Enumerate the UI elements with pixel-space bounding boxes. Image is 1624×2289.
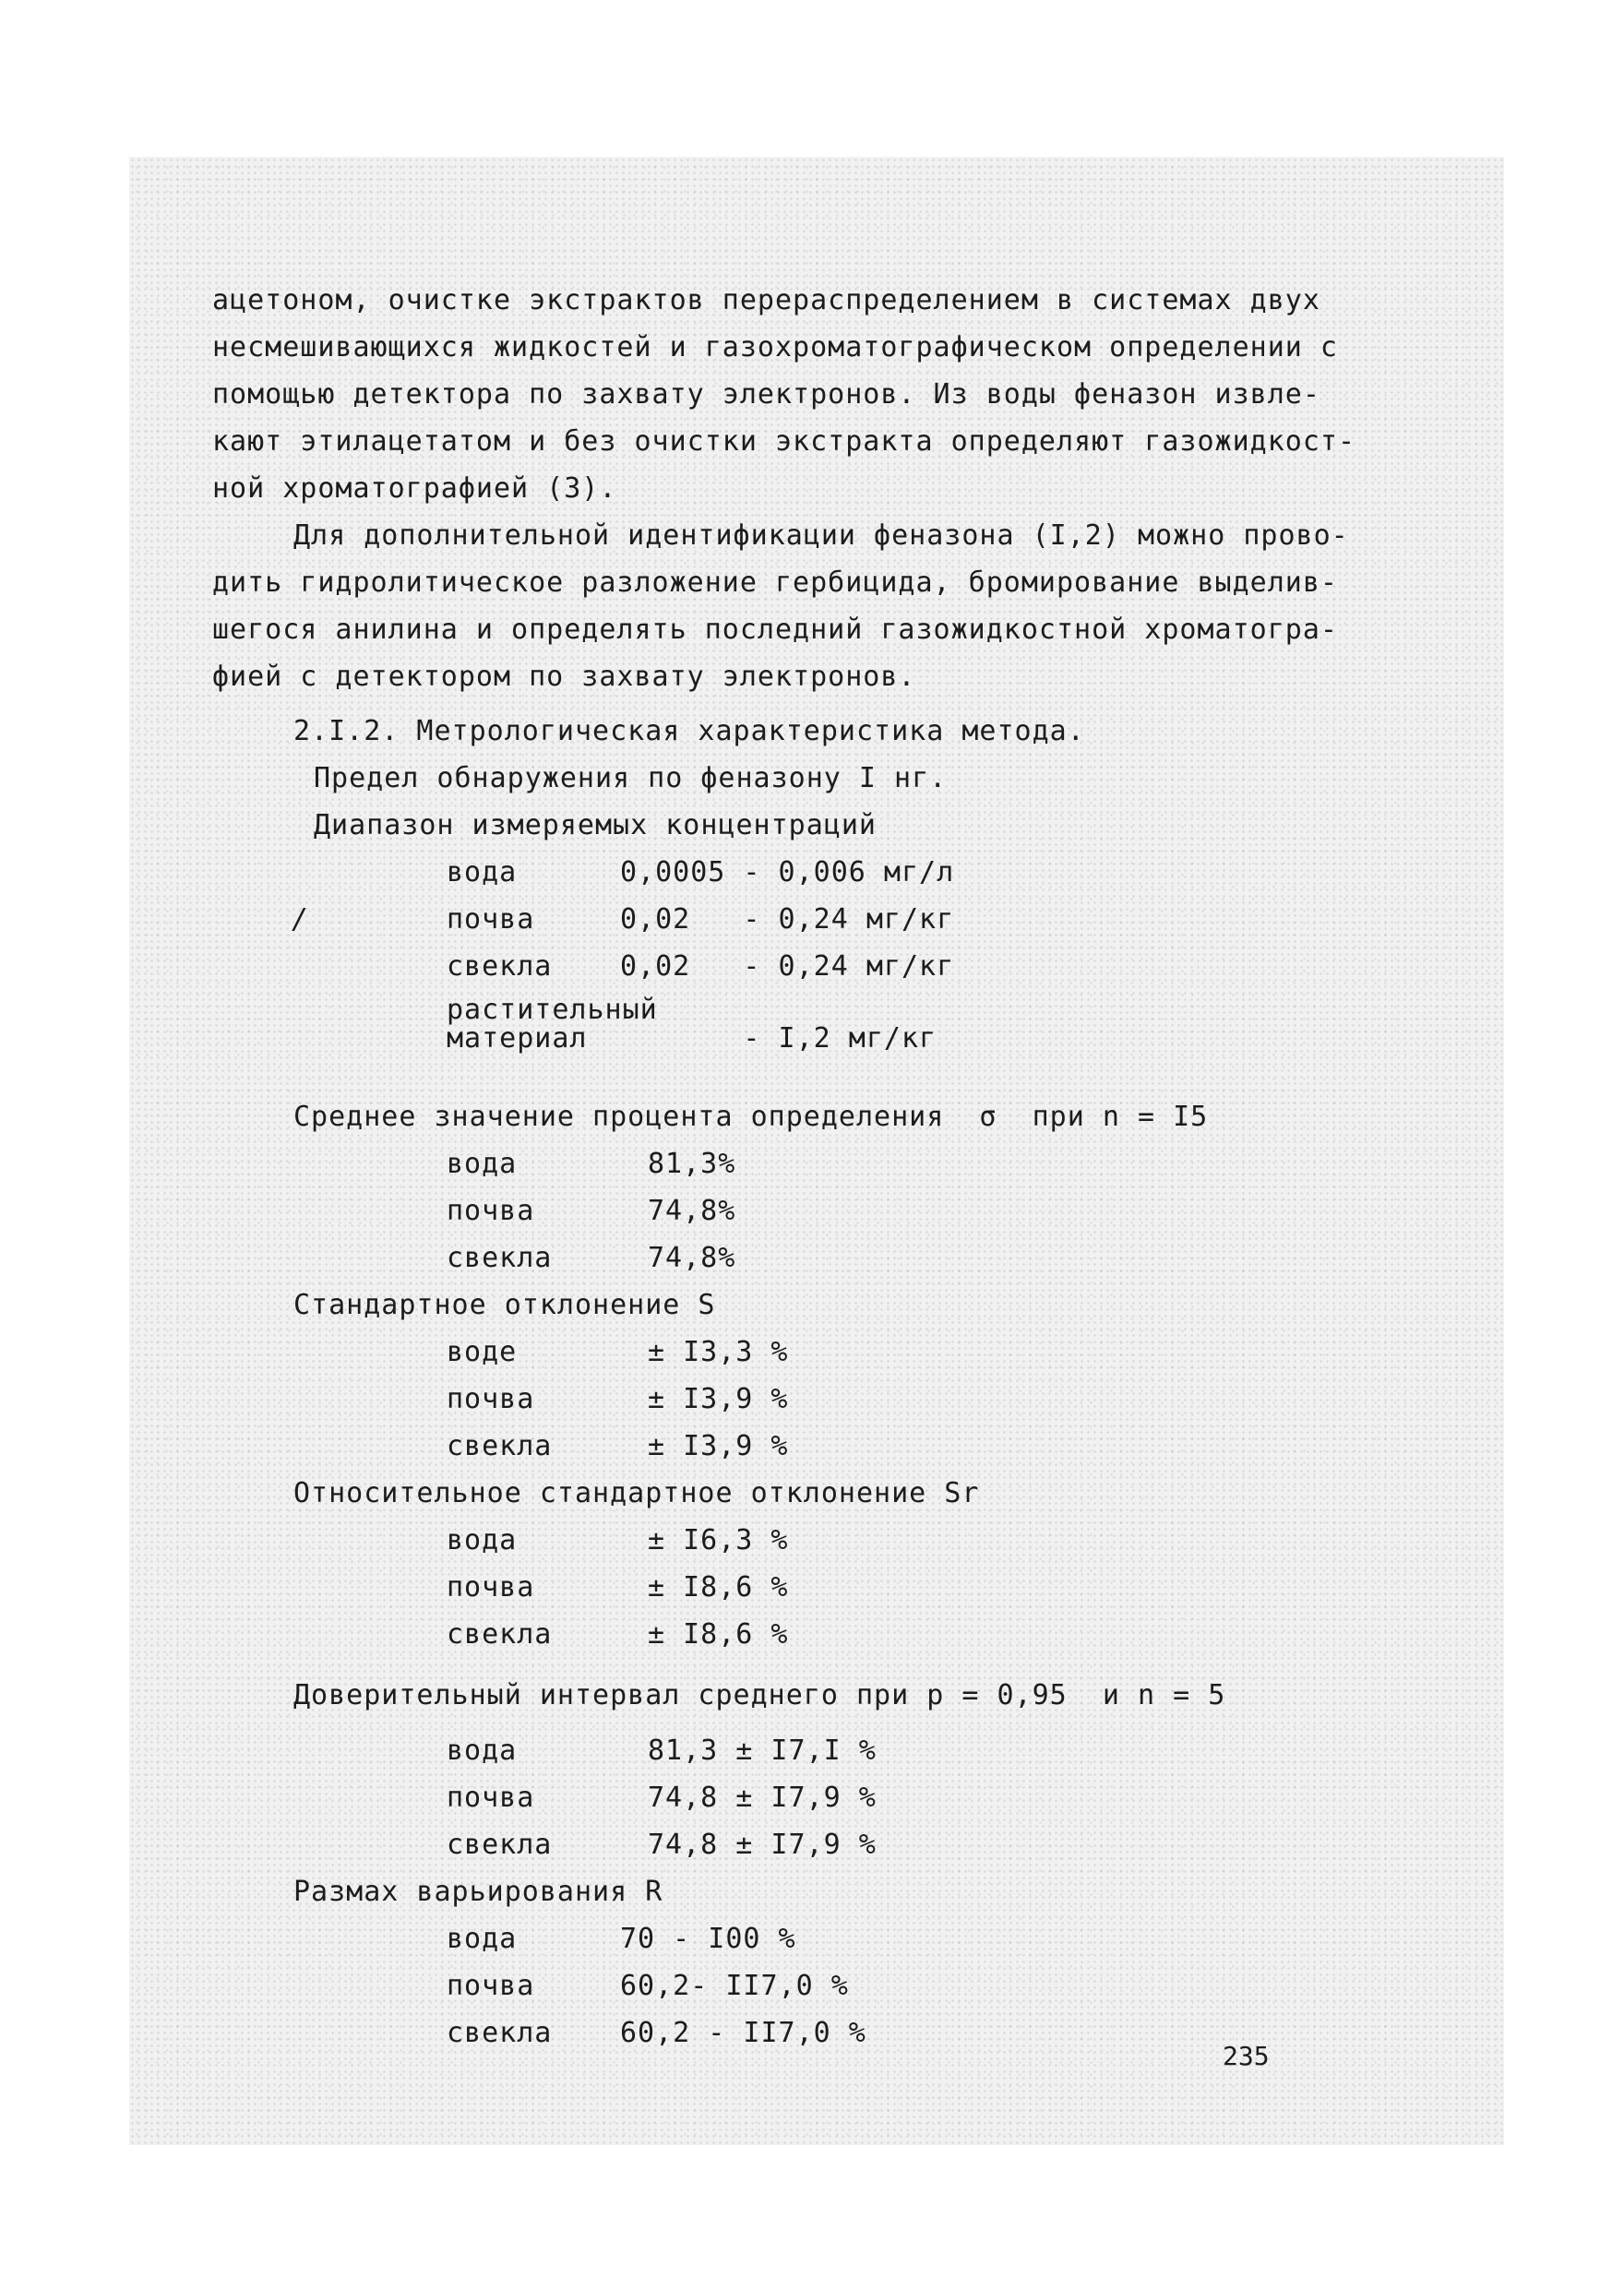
- paragraph-1-line-1: ацетоном, очистке экстрактов перераспределением в системах двух: [212, 284, 1320, 316]
- range-variation-value-soil: 60,2- II7,0 %: [620, 1970, 849, 2002]
- range-label-plant-1: растительный: [447, 994, 658, 1026]
- paragraph-1-line-4: кают этилацетатом и без очистки экстракта определяют газожидкост-: [212, 425, 1355, 458]
- std-label-beet: свекла: [447, 1430, 553, 1462]
- range-label-water: вода: [447, 856, 518, 888]
- range-variation-label-soil: почва: [447, 1970, 535, 2002]
- range-label-plant-2: материал: [447, 1022, 588, 1055]
- rel-std-value-water: ± I6,3 %: [648, 1524, 789, 1556]
- confidence-label-soil: почва: [447, 1782, 535, 1814]
- mean-value-water: 81,3%: [648, 1148, 736, 1180]
- rel-std-value-soil: ± I8,6 %: [648, 1571, 789, 1603]
- confidence-value-beet: 74,8 ± I7,9 %: [648, 1829, 877, 1861]
- range-variation-label-water: вода: [447, 1923, 518, 1955]
- confidence-value-soil: 74,8 ± I7,9 %: [648, 1782, 877, 1814]
- range-value-water: 0,0005 - 0,006 мг/л: [620, 856, 955, 888]
- mean-label-soil: почва: [447, 1195, 535, 1227]
- mean-value-soil: 74,8%: [648, 1195, 736, 1227]
- range-variation-label-beet: свекла: [447, 2017, 553, 2049]
- range-label-beet: свекла: [447, 950, 553, 983]
- std-label-soil: почва: [447, 1383, 535, 1415]
- range-variation-value-beet: 60,2 - II7,0 %: [620, 2017, 866, 2049]
- paragraph-2-line-2: дить гидролитическое разложение гербицида, бромирование выделив-: [212, 566, 1338, 599]
- range-title: Диапазон измеряемых концентраций: [314, 809, 877, 841]
- range-variation-value-water: 70 - I00 %: [620, 1923, 796, 1955]
- rel-std-label-soil: почва: [447, 1571, 535, 1603]
- mean-title: Среднее значение процента определения σ при n = I5: [293, 1101, 1209, 1133]
- paragraph-1-line-3: помощью детектора по захвату электронов. Из воды феназон извле-: [212, 378, 1320, 411]
- paragraph-2-line-3: шегося анилина и определять последний газожидкостной хроматогра-: [212, 614, 1338, 646]
- confidence-value-water: 81,3 ± I7,I %: [648, 1735, 877, 1767]
- range-value-soil: 0,02 - 0,24 мг/кг: [620, 903, 955, 936]
- std-label-water: воде: [447, 1336, 518, 1368]
- confidence-title: Доверительный интервал среднего при p = 0,95 и n = 5: [293, 1679, 1226, 1711]
- confidence-label-beet: свекла: [447, 1829, 553, 1861]
- confidence-label-water: вода: [447, 1735, 518, 1767]
- rel-std-label-water: вода: [447, 1524, 518, 1556]
- std-value-beet: ± I3,9 %: [648, 1430, 789, 1462]
- paragraph-2-line-4: фией с детектором по захвату электронов.: [212, 661, 916, 693]
- page-number: 235: [1223, 2041, 1270, 2071]
- mean-value-beet: 74,8%: [648, 1242, 736, 1274]
- range-value-plant: - I,2 мг/кг: [620, 1022, 937, 1055]
- rel-std-title: Относительное стандартное отклонение Sr: [293, 1477, 980, 1509]
- paragraph-2-line-1: Для дополнительной идентификации феназона (I,2) можно прово-: [293, 519, 1349, 552]
- paragraph-1-line-2: несмешивающихся жидкостей и газохроматографическом определении с: [212, 331, 1338, 364]
- section-heading: 2.I.2. Метрологическая характеристика метода.: [293, 715, 1085, 747]
- range-variation-title: Размах варьирования R: [293, 1876, 663, 1908]
- std-title: Стандартное отклонение S: [293, 1289, 716, 1321]
- mean-label-beet: свекла: [447, 1242, 553, 1274]
- rel-std-value-beet: ± I8,6 %: [648, 1618, 789, 1651]
- mean-label-water: вода: [447, 1148, 518, 1180]
- std-value-soil: ± I3,9 %: [648, 1383, 789, 1415]
- margin-mark: /: [292, 903, 310, 936]
- std-value-water: ± I3,3 %: [648, 1336, 789, 1368]
- rel-std-label-beet: свекла: [447, 1618, 553, 1651]
- range-label-soil: почва: [447, 903, 535, 936]
- range-value-beet: 0,02 - 0,24 мг/кг: [620, 950, 955, 983]
- paragraph-1-line-5: ной хроматографией (3).: [212, 472, 617, 505]
- detection-limit: Предел обнаружения по феназону I нг.: [314, 762, 948, 794]
